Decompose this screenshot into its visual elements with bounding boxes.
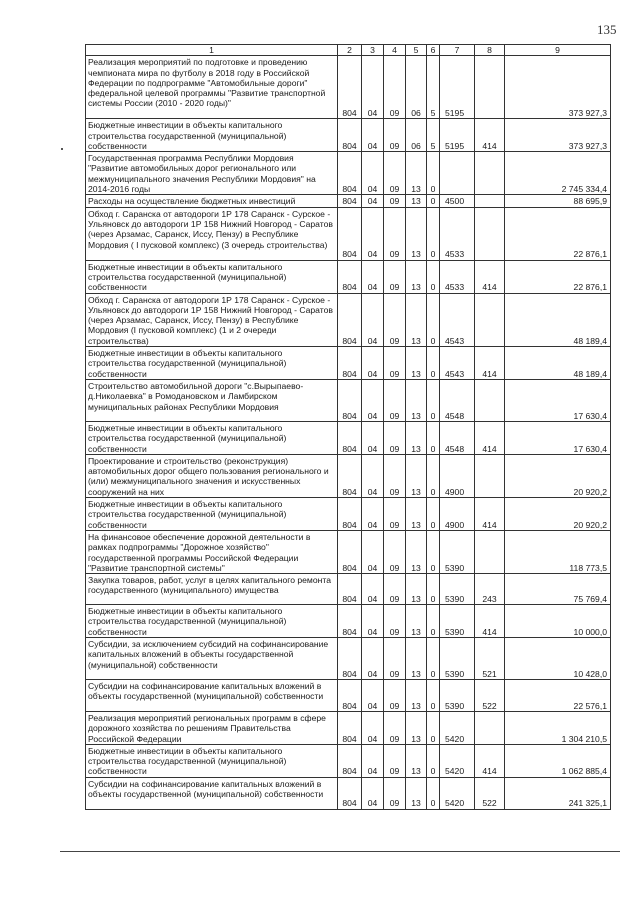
table-row (86, 744, 611, 777)
table-row (86, 119, 611, 152)
cell-subsection: 09 (384, 152, 406, 195)
cell-item: 5195 (440, 119, 475, 152)
row-description: Бюджетные инвестиции в объекты капитального строительства государственной (муниципальной) собственности (86, 119, 338, 152)
table-row (86, 260, 611, 293)
cell-subprogram: 0 (427, 152, 440, 195)
cell-section: 04 (362, 744, 384, 777)
cell-subsection: 09 (384, 260, 406, 293)
cell-amount: 1 062 885,4 (505, 744, 611, 777)
cell-amount: 241 325,1 (505, 777, 611, 809)
row-description: Обход г. Саранска от автодороги 1Р 178 Саранск - Сурское - Ульяновск до автодороги 1Р 158 Нижний Новгород - Саратов (через Арзамас, Саранск, Иссу, Пензу) в Республике Мордовия ( I пусковой комплекс) (3 очередь строительства) (86, 207, 338, 260)
cell-subprogram: 0 (427, 260, 440, 293)
cell-subprogram: 0 (427, 207, 440, 260)
cell-amount: 1 304 210,5 (505, 711, 611, 744)
cell-section: 04 (362, 637, 384, 679)
cell-ministry: 804 (338, 744, 362, 777)
cell-program: 13 (406, 605, 427, 638)
row-description: Реализация мероприятий региональных программ в сфере дорожного хозяйства по решениям Правительства Российской Федерации (86, 711, 338, 744)
row-description: Бюджетные инвестиции в объекты капитального строительства государственной (муниципальной) собственности (86, 744, 338, 777)
cell-amount: 10 428,0 (505, 637, 611, 679)
cell-subprogram: 0 (427, 421, 440, 454)
cell-ministry: 804 (338, 56, 362, 119)
cell-section: 04 (362, 711, 384, 744)
cell-amount: 22 876,1 (505, 207, 611, 260)
table-row (86, 711, 611, 744)
cell-section: 04 (362, 152, 384, 195)
cell-section: 04 (362, 679, 384, 711)
cell-subsection: 09 (384, 744, 406, 777)
cell-item: 4500 (440, 195, 475, 207)
cell-expense-type (475, 152, 505, 195)
cell-subsection: 09 (384, 293, 406, 346)
cell-program: 13 (406, 260, 427, 293)
cell-subprogram: 5 (427, 56, 440, 119)
cell-expense-type (475, 530, 505, 573)
row-description: Бюджетные инвестиции в объекты капитального строительства государственной (муниципальной) собственности (86, 260, 338, 293)
header-cell: 6 (427, 45, 440, 56)
cell-subsection: 09 (384, 56, 406, 119)
cell-ministry: 804 (338, 574, 362, 605)
cell-item: 4900 (440, 498, 475, 531)
cell-subsection: 09 (384, 498, 406, 531)
cell-item: 5390 (440, 637, 475, 679)
budget-table (85, 44, 611, 810)
cell-subprogram: 0 (427, 530, 440, 573)
cell-subsection: 09 (384, 119, 406, 152)
table-row (86, 379, 611, 421)
cell-program: 13 (406, 498, 427, 531)
cell-subsection: 09 (384, 195, 406, 207)
cell-program: 13 (406, 777, 427, 809)
cell-subsection: 09 (384, 574, 406, 605)
table-row (86, 454, 611, 497)
cell-ministry: 804 (338, 711, 362, 744)
cell-item: 4533 (440, 260, 475, 293)
cell-ministry: 804 (338, 777, 362, 809)
cell-subsection: 09 (384, 379, 406, 421)
cell-amount: 373 927,3 (505, 56, 611, 119)
cell-item: 4533 (440, 207, 475, 260)
cell-program: 13 (406, 152, 427, 195)
cell-amount: 48 189,4 (505, 293, 611, 346)
cell-amount: 22 576,1 (505, 679, 611, 711)
cell-expense-type: 522 (475, 679, 505, 711)
cell-expense-type: 414 (475, 260, 505, 293)
header-cell: 7 (440, 45, 475, 56)
cell-expense-type: 414 (475, 744, 505, 777)
cell-program: 13 (406, 207, 427, 260)
cell-item: 5390 (440, 574, 475, 605)
cell-subprogram: 5 (427, 119, 440, 152)
table-row (86, 498, 611, 531)
cell-ministry: 804 (338, 195, 362, 207)
table-row (86, 207, 611, 260)
cell-program: 13 (406, 421, 427, 454)
table-row (86, 605, 611, 638)
cell-section: 04 (362, 347, 384, 380)
row-description: Бюджетные инвестиции в объекты капитального строительства государственной (муниципальной) собственности (86, 498, 338, 531)
cell-program: 13 (406, 744, 427, 777)
cell-section: 04 (362, 56, 384, 119)
cell-section: 04 (362, 574, 384, 605)
header-cell: 9 (505, 45, 611, 56)
cell-subprogram: 0 (427, 777, 440, 809)
cell-program: 06 (406, 56, 427, 119)
cell-subprogram: 0 (427, 347, 440, 380)
cell-ministry: 804 (338, 207, 362, 260)
cell-expense-type: 414 (475, 119, 505, 152)
row-description: Расходы на осуществление бюджетных инвестиций (86, 195, 338, 207)
row-description: Обход г. Саранска от автодороги 1Р 178 Саранск - Сурское - Ульяновск до автодороги 1Р 158 Нижний Новгород - Саратов (через Арзамас, Саранск, Иссу, Пензу) в Республике Мордовия (I пусковой комплекс) (1 и 2 очереди строительства) (86, 293, 338, 346)
cell-amount: 17 630,4 (505, 421, 611, 454)
cell-subsection: 09 (384, 421, 406, 454)
cell-item (440, 152, 475, 195)
cell-item: 4543 (440, 347, 475, 380)
cell-subprogram: 0 (427, 679, 440, 711)
cell-subprogram: 0 (427, 711, 440, 744)
cell-subsection: 09 (384, 207, 406, 260)
table-row (86, 195, 611, 207)
cell-expense-type (475, 454, 505, 497)
cell-section: 04 (362, 195, 384, 207)
cell-item: 5390 (440, 530, 475, 573)
cell-ministry: 804 (338, 454, 362, 497)
header-cell: 3 (362, 45, 384, 56)
header-cell: 8 (475, 45, 505, 56)
row-description: Закупка товаров, работ, услуг в целях капитального ремонта государственного (муниципального) имущества (86, 574, 338, 605)
cell-section: 04 (362, 530, 384, 573)
header-cell: 1 (86, 45, 338, 56)
cell-item: 4548 (440, 421, 475, 454)
table-row (86, 293, 611, 346)
cell-program: 13 (406, 679, 427, 711)
cell-subsection: 09 (384, 711, 406, 744)
cell-subprogram: 0 (427, 744, 440, 777)
cell-section: 04 (362, 207, 384, 260)
cell-amount: 17 630,4 (505, 379, 611, 421)
header-cell: 2 (338, 45, 362, 56)
page-number: 135 (597, 22, 617, 37)
cell-expense-type: 414 (475, 605, 505, 638)
cell-program: 13 (406, 530, 427, 573)
row-description: Субсидии на софинансирование капитальных вложений в объекты государственной (муниципальной) собственности (86, 679, 338, 711)
cell-item: 5390 (440, 679, 475, 711)
cell-section: 04 (362, 260, 384, 293)
cell-expense-type (475, 293, 505, 346)
cell-expense-type (475, 195, 505, 207)
cell-expense-type: 414 (475, 498, 505, 531)
table-row (86, 637, 611, 679)
cell-program: 13 (406, 195, 427, 207)
cell-expense-type: 414 (475, 347, 505, 380)
table-row (86, 152, 611, 195)
cell-expense-type (475, 379, 505, 421)
cell-subprogram: 0 (427, 637, 440, 679)
cell-item: 4548 (440, 379, 475, 421)
row-description: Бюджетные инвестиции в объекты капитального строительства государственной (муниципальной) собственности (86, 605, 338, 638)
table-row (86, 56, 611, 119)
cell-program: 13 (406, 379, 427, 421)
table-row (86, 777, 611, 809)
header-cell: 5 (406, 45, 427, 56)
cell-ministry: 804 (338, 530, 362, 573)
cell-ministry: 804 (338, 152, 362, 195)
cell-subsection: 09 (384, 679, 406, 711)
cell-ministry: 804 (338, 421, 362, 454)
cell-item: 5390 (440, 605, 475, 638)
cell-section: 04 (362, 119, 384, 152)
cell-subprogram: 0 (427, 498, 440, 531)
cell-amount: 22 876,1 (505, 260, 611, 293)
cell-expense-type (475, 207, 505, 260)
table-row (86, 574, 611, 605)
table-row (86, 530, 611, 573)
cell-expense-type: 522 (475, 777, 505, 809)
cell-section: 04 (362, 777, 384, 809)
cell-expense-type: 521 (475, 637, 505, 679)
cell-subsection: 09 (384, 605, 406, 638)
row-description: На финансовое обеспечение дорожной деятельности в рамках подпрограммы "Дорожное хозяйство" государственной программы Российской Федерации "Развитие транспортной системы" (86, 530, 338, 573)
cell-ministry: 804 (338, 605, 362, 638)
cell-subprogram: 0 (427, 574, 440, 605)
cell-subsection: 09 (384, 454, 406, 497)
cell-expense-type: 243 (475, 574, 505, 605)
cell-subsection: 09 (384, 777, 406, 809)
cell-amount: 20 920,2 (505, 498, 611, 531)
cell-program: 13 (406, 574, 427, 605)
cell-item: 5195 (440, 56, 475, 119)
row-description: Строительство автомобильной дороги "с.Вырыпаево-д.Николаевка" в Ромодановском и Ламбирском муниципальных районах Республики Мордовия (86, 379, 338, 421)
cell-ministry: 804 (338, 498, 362, 531)
cell-ministry: 804 (338, 679, 362, 711)
cell-subprogram: 0 (427, 293, 440, 346)
cell-item: 4900 (440, 454, 475, 497)
cell-program: 13 (406, 454, 427, 497)
cell-program: 13 (406, 293, 427, 346)
cell-subsection: 09 (384, 530, 406, 573)
cell-ministry: 804 (338, 293, 362, 346)
row-description: Бюджетные инвестиции в объекты капитального строительства государственной (муниципальной) собственности (86, 347, 338, 380)
cell-amount: 118 773,5 (505, 530, 611, 573)
cell-program: 13 (406, 711, 427, 744)
row-description: Бюджетные инвестиции в объекты капитального строительства государственной (муниципальной) собственности (86, 421, 338, 454)
cell-section: 04 (362, 421, 384, 454)
cell-expense-type (475, 56, 505, 119)
row-description: Проектирование и строительство (реконструкция) автомобильных дорог общего пользования регионального и (или) межмуниципального значения и искусственных сооружений на них (86, 454, 338, 497)
cell-item: 4543 (440, 293, 475, 346)
table-row (86, 679, 611, 711)
cell-section: 04 (362, 293, 384, 346)
cell-subprogram: 0 (427, 379, 440, 421)
header-row (86, 45, 611, 56)
cell-subprogram: 0 (427, 454, 440, 497)
cell-amount: 2 745 334,4 (505, 152, 611, 195)
cell-item: 5420 (440, 744, 475, 777)
header-cell: 4 (384, 45, 406, 56)
cell-section: 04 (362, 379, 384, 421)
cell-program: 13 (406, 347, 427, 380)
cell-amount: 20 920,2 (505, 454, 611, 497)
margin-mark (61, 148, 63, 150)
cell-amount: 373 927,3 (505, 119, 611, 152)
table-row (86, 347, 611, 380)
cell-item: 5420 (440, 711, 475, 744)
cell-program: 06 (406, 119, 427, 152)
cell-ministry: 804 (338, 379, 362, 421)
cell-subsection: 09 (384, 637, 406, 679)
cell-ministry: 804 (338, 260, 362, 293)
row-description: Реализация мероприятий по подготовке и проведению чемпионата мира по футболу в 2018 году в Российской Федерации по подпрограмме "Автомобильные дороги" федеральной целевой программы "Развитие транспортной системы России (2010 - 2020 годы)" (86, 56, 338, 119)
cell-section: 04 (362, 498, 384, 531)
cell-subprogram: 0 (427, 195, 440, 207)
cell-subsection: 09 (384, 347, 406, 380)
row-description: Субсидии на софинансирование капитальных вложений в объекты государственной (муниципальной) собственности (86, 777, 338, 809)
cell-section: 04 (362, 454, 384, 497)
cell-amount: 88 695,9 (505, 195, 611, 207)
cell-program: 13 (406, 637, 427, 679)
cell-amount: 48 189,4 (505, 347, 611, 380)
cell-ministry: 804 (338, 347, 362, 380)
row-description: Государственная программа Республики Мордовия "Развитие автомобильных дорог регионального или межмуниципального значения Республики Мордовия" на 2014-2016 годы (86, 152, 338, 195)
cell-expense-type (475, 711, 505, 744)
cell-section: 04 (362, 605, 384, 638)
table-row (86, 421, 611, 454)
cell-amount: 75 769,4 (505, 574, 611, 605)
cell-expense-type: 414 (475, 421, 505, 454)
cell-amount: 10 000,0 (505, 605, 611, 638)
cell-subprogram: 0 (427, 605, 440, 638)
row-description: Субсидии, за исключением субсидий на софинансирование капитальных вложений в объекты государственной (муниципальной) собственности (86, 637, 338, 679)
cell-ministry: 804 (338, 637, 362, 679)
cell-ministry: 804 (338, 119, 362, 152)
footer-rule (60, 851, 620, 852)
cell-item: 5420 (440, 777, 475, 809)
